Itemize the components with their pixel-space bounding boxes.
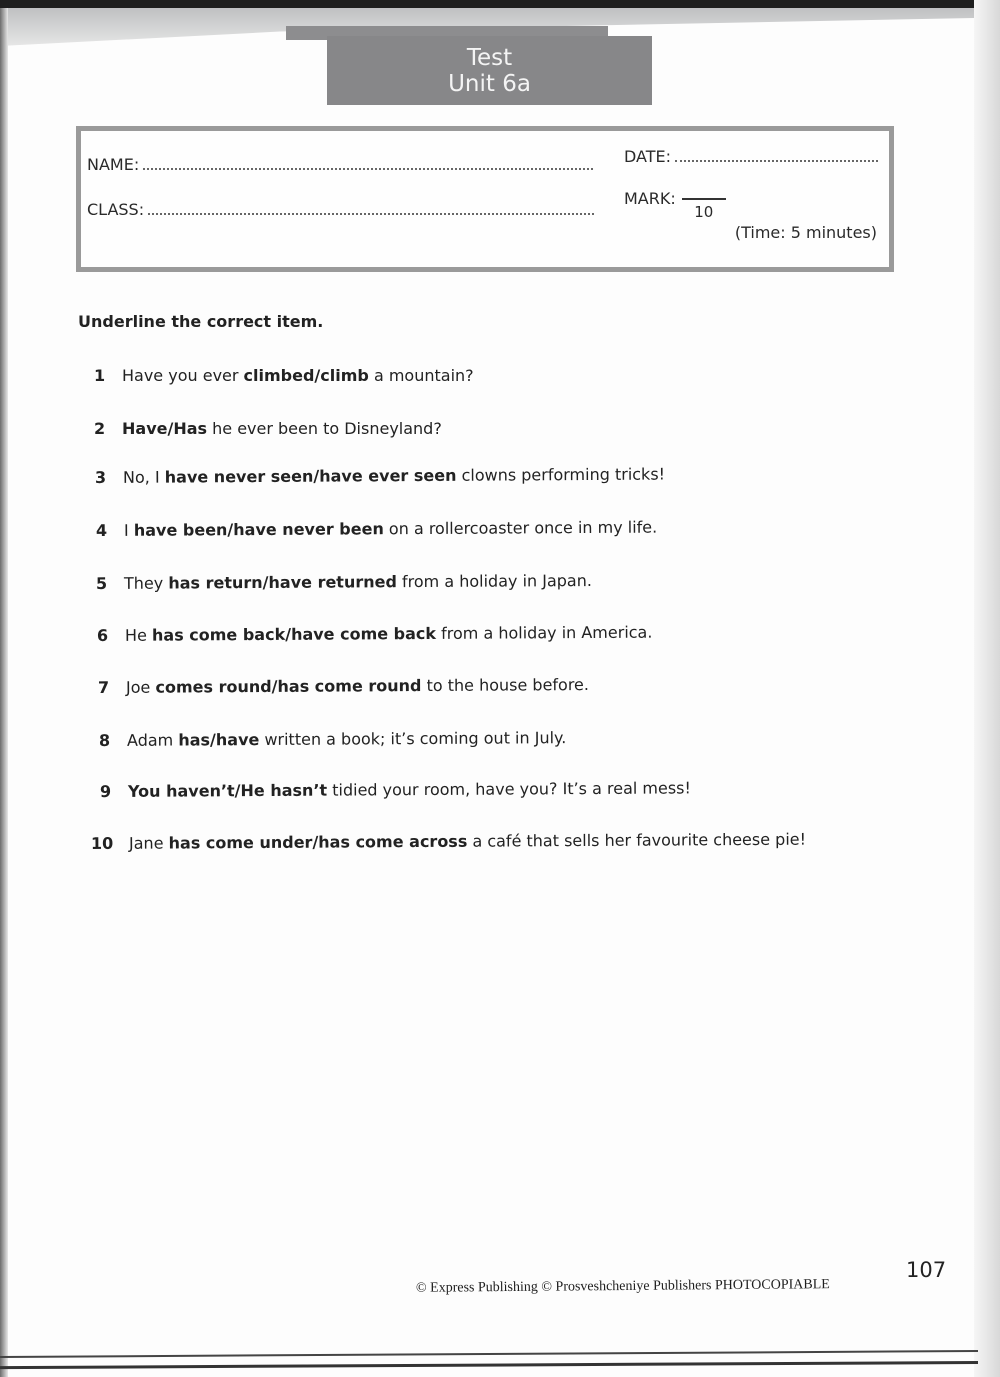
- mark-label: MARK:: [624, 189, 676, 208]
- name-label: NAME:: [87, 155, 140, 174]
- page-edge-line: [0, 1350, 978, 1358]
- item-number: 4: [95, 520, 108, 540]
- item-number: 2: [94, 419, 106, 438]
- item-number: 7: [97, 677, 110, 697]
- time-limit: (Time: 5 minutes): [734, 223, 877, 242]
- item-number: 1: [94, 366, 106, 385]
- item-text-post: a mountain?: [368, 366, 474, 385]
- item-options[interactable]: comes round/has come round: [155, 676, 422, 697]
- item-options[interactable]: Have/Has: [122, 419, 208, 438]
- scan-edge-left: [0, 8, 8, 1377]
- item-options[interactable]: You haven’t/He hasn’t: [127, 780, 328, 801]
- exercise-item: [95, 465, 665, 487]
- exercise-item: [97, 623, 653, 645]
- page-edge-line: [0, 1361, 978, 1369]
- mark-fraction: [682, 189, 726, 221]
- item-number: 3: [94, 467, 107, 487]
- title-test: Test: [466, 44, 513, 71]
- mark-field: [624, 189, 726, 221]
- exercise-item: [96, 518, 657, 540]
- item-text-pre: Adam: [126, 730, 179, 750]
- date-label: DATE:: [624, 147, 672, 166]
- item-text-pre: Jane: [128, 833, 169, 853]
- item-text-post: on a rollercoaster once in my life.: [383, 517, 658, 539]
- class-blank[interactable]: [148, 201, 594, 215]
- exercise-item: [94, 419, 442, 438]
- exercise-item: [91, 830, 806, 853]
- class-label: CLASS:: [87, 200, 145, 219]
- exercise-item: [100, 778, 691, 801]
- item-text-pre: I: [123, 520, 134, 540]
- item-number: 5: [95, 573, 108, 593]
- page-number: 107: [906, 1258, 947, 1282]
- item-options[interactable]: has/have: [178, 730, 260, 750]
- exercise-item: [99, 728, 566, 750]
- name-blank[interactable]: [143, 156, 593, 170]
- scan-edge-top: [0, 0, 1000, 8]
- copyright-notice: © Express Publishing © Prosveshcheniye Publishers PHOTOCOPIABLE: [415, 1277, 830, 1296]
- item-number: 10: [90, 833, 114, 853]
- item-text-pre: They: [123, 573, 169, 593]
- item-number: 8: [98, 730, 111, 750]
- mark-denominator: 10: [694, 202, 714, 221]
- item-number: 9: [99, 781, 112, 801]
- item-text-post: clowns performing tricks!: [456, 464, 666, 485]
- exercise-item: [94, 366, 474, 385]
- exercise-item: [96, 571, 592, 593]
- item-text-post: written a book; it’s coming out in July.: [259, 728, 567, 750]
- item-options[interactable]: has come back/have come back: [151, 623, 437, 645]
- item-text-pre: Have you ever: [122, 366, 244, 385]
- item-options[interactable]: have been/have never been: [133, 519, 384, 540]
- item-number: 6: [96, 625, 109, 645]
- mark-blank[interactable]: [682, 198, 726, 200]
- item-text-pre: He: [124, 625, 153, 645]
- date-blank[interactable]: [675, 148, 878, 162]
- class-field[interactable]: [87, 200, 594, 219]
- item-options[interactable]: has come under/has come across: [168, 831, 468, 853]
- item-text-post: a café that sells her favourite cheese pie!: [467, 829, 807, 851]
- student-info-box: [76, 126, 894, 272]
- item-options[interactable]: has return/have returned: [168, 572, 397, 593]
- page-title: [327, 36, 652, 105]
- item-options[interactable]: have never seen/have ever seen: [164, 465, 457, 487]
- name-field[interactable]: [87, 155, 593, 174]
- item-text-post: from a holiday in America.: [435, 622, 653, 643]
- exercise-item: [98, 675, 589, 697]
- date-field[interactable]: [624, 147, 878, 166]
- item-text-post: he ever been to Disneyland?: [207, 419, 442, 438]
- scan-edge-right: [974, 0, 1000, 1377]
- item-options[interactable]: climbed/climb: [243, 366, 369, 385]
- title-unit: Unit 6a: [448, 70, 531, 97]
- item-text-pre: Joe: [125, 677, 156, 697]
- item-text-post: to the house before.: [421, 675, 590, 696]
- item-text-post: from a holiday in Japan.: [396, 570, 592, 592]
- item-text-pre: No, I: [122, 467, 165, 487]
- instruction: Underline the correct item.: [78, 312, 324, 331]
- item-text-post: tidied your room, have you? It’s a real mess!: [327, 778, 691, 800]
